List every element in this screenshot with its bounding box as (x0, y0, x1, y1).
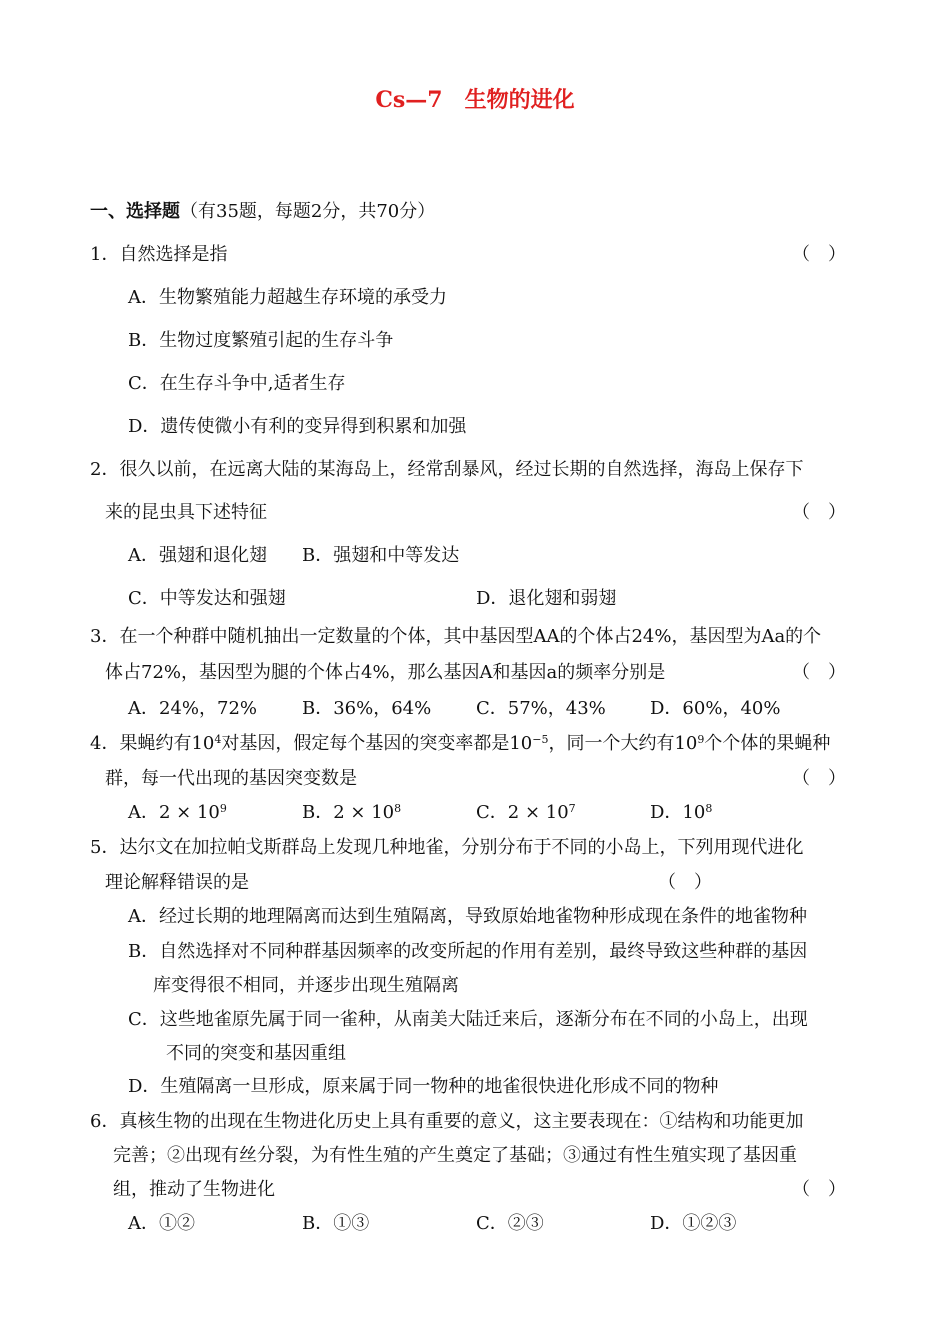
question-1-option-c: C．在生存斗争中,适者生存 (128, 373, 346, 394)
question-1-option-d: D．遗传使微小有利的变异得到积累和加强 (128, 416, 467, 437)
question-3-answer-blank[interactable]: （ ） (792, 662, 846, 683)
question-6-option-d: D．①②③ (650, 1213, 737, 1234)
question-6-option-c: C．②③ (476, 1213, 544, 1234)
question-5-option-b: B．自然选择对不同种群基因频率的改变所起的作用有差别，最终导致这些种群的基因 (128, 941, 808, 962)
question-5-answer-blank[interactable]: （ ） (658, 872, 712, 893)
question-6-stem-line-3: 组，推动了生物进化 (113, 1179, 275, 1200)
question-5-option-c: C．这些地雀原先属于同一雀种，从南美大陆迁来后，逐渐分布在不同的小岛上，出现 (128, 1009, 808, 1030)
question-4-stem-line-2: 群，每一代出现的基因突变数是 (105, 768, 357, 789)
question-3-option-b: B．36%，64% (302, 698, 432, 719)
section-heading-label: 一、选择题 (90, 201, 180, 222)
question-6-answer-blank[interactable]: （ ） (792, 1179, 846, 1200)
question-2-answer-blank[interactable]: （ ） (792, 502, 846, 523)
question-4-stem-part-2: 对基因，假定每个基因的突变率都是10 (221, 733, 533, 754)
question-3-option-a: A．24%，72% (128, 698, 258, 719)
question-6-option-a: A．①② (128, 1213, 195, 1234)
question-4-option-b (302, 802, 401, 824)
question-4-exponent-2: −5 (532, 733, 549, 746)
question-4-option-a-base: A．2 × 10 (128, 802, 220, 823)
question-4-option-d-exponent: 8 (705, 802, 713, 815)
question-4-option-a (128, 802, 227, 824)
question-1-option-b: B．生物过度繁殖引起的生存斗争 (128, 330, 394, 351)
question-3-stem-line-1: 3．在一个种群中随机抽出一定数量的个体，其中基因型AA的个体占24%，基因型为Aa的个 (90, 626, 822, 647)
question-4-option-d-base: D．10 (650, 802, 706, 823)
question-5-stem-line-2: 理论解释错误的是 (105, 872, 249, 893)
question-2-option-d: D．退化翅和弱翅 (476, 588, 617, 609)
question-3-option-d: D．60%，40% (650, 698, 781, 719)
question-4-option-b-exponent: 8 (394, 802, 402, 815)
question-5-option-c-continued: 不同的突变和基因重组 (166, 1043, 346, 1064)
question-2-option-b: B．强翅和中等发达 (302, 545, 460, 566)
question-2-stem-line-2: 来的昆虫具下述特征 (105, 502, 267, 523)
question-2-option-a: A．强翅和退化翅 (128, 545, 267, 566)
question-4-answer-blank[interactable]: （ ） (792, 768, 846, 789)
question-2-stem-line-1: 2．很久以前，在远离大陆的某海岛上，经常刮暴风，经过长期的自然选择，海岛上保存下 (90, 459, 804, 480)
question-4-stem-line-1 (90, 733, 830, 755)
question-1-option-a: A．生物繁殖能力超越生存环境的承受力 (128, 287, 447, 308)
question-5-option-a: A．经过长期的地理隔离而达到生殖隔离，导致原始地雀物种形成现在条件的地雀物种 (128, 906, 807, 927)
question-5-stem-line-1: 5．达尔文在加拉帕戈斯群岛上发现几种地雀，分别分布于不同的小岛上，下列用现代进化 (90, 837, 804, 858)
question-4-stem-part-1: 4．果蝇约有10 (90, 733, 215, 754)
question-4-option-c-base: C．2 × 10 (476, 802, 569, 823)
question-3-option-c: C．57%，43% (476, 698, 606, 719)
section-heading (90, 201, 435, 223)
question-4-option-c (476, 802, 576, 824)
question-2-option-c: C．中等发达和强翅 (128, 588, 286, 609)
question-6-stem-line-2: 完善；②出现有丝分裂，为有性生殖的产生奠定了基础；③通过有性生殖实现了基因重 (113, 1145, 797, 1166)
section-heading-info: （有35题，每题2分，共70分） (180, 201, 436, 222)
question-5-option-d: D．生殖隔离一旦形成，原来属于同一物种的地雀很快进化形成不同的物种 (128, 1076, 719, 1097)
page-title: Cs—7 生物的进化 (375, 87, 575, 113)
question-4-option-a-exponent: 9 (219, 802, 227, 815)
question-4-option-c-exponent: 7 (568, 802, 576, 815)
question-4-exponent-3: 9 (697, 733, 705, 746)
question-6-option-b: B．①③ (302, 1213, 370, 1234)
question-4-option-d (650, 802, 712, 824)
question-5-option-b-continued: 库变得很不相同，并逐步出现生殖隔离 (153, 975, 459, 996)
question-4-option-b-base: B．2 × 10 (302, 802, 395, 823)
question-3-stem-line-2: 体占72%，基因型为腿的个体占4%，那么基因A和基因a的频率分别是 (105, 662, 666, 683)
question-4-exponent-1: 4 (214, 733, 222, 746)
question-1-stem: 1．自然选择是指 (90, 244, 228, 265)
question-4-stem-part-3: ，同一个大约有10 (548, 733, 698, 754)
question-6-stem-line-1: 6．真核生物的出现在生物进化历史上具有重要的意义，这主要表现在：①结构和功能更加 (90, 1111, 804, 1132)
question-1-answer-blank[interactable]: （ ） (792, 244, 846, 265)
question-4-stem-part-4: 个个体的果蝇种 (704, 733, 831, 754)
